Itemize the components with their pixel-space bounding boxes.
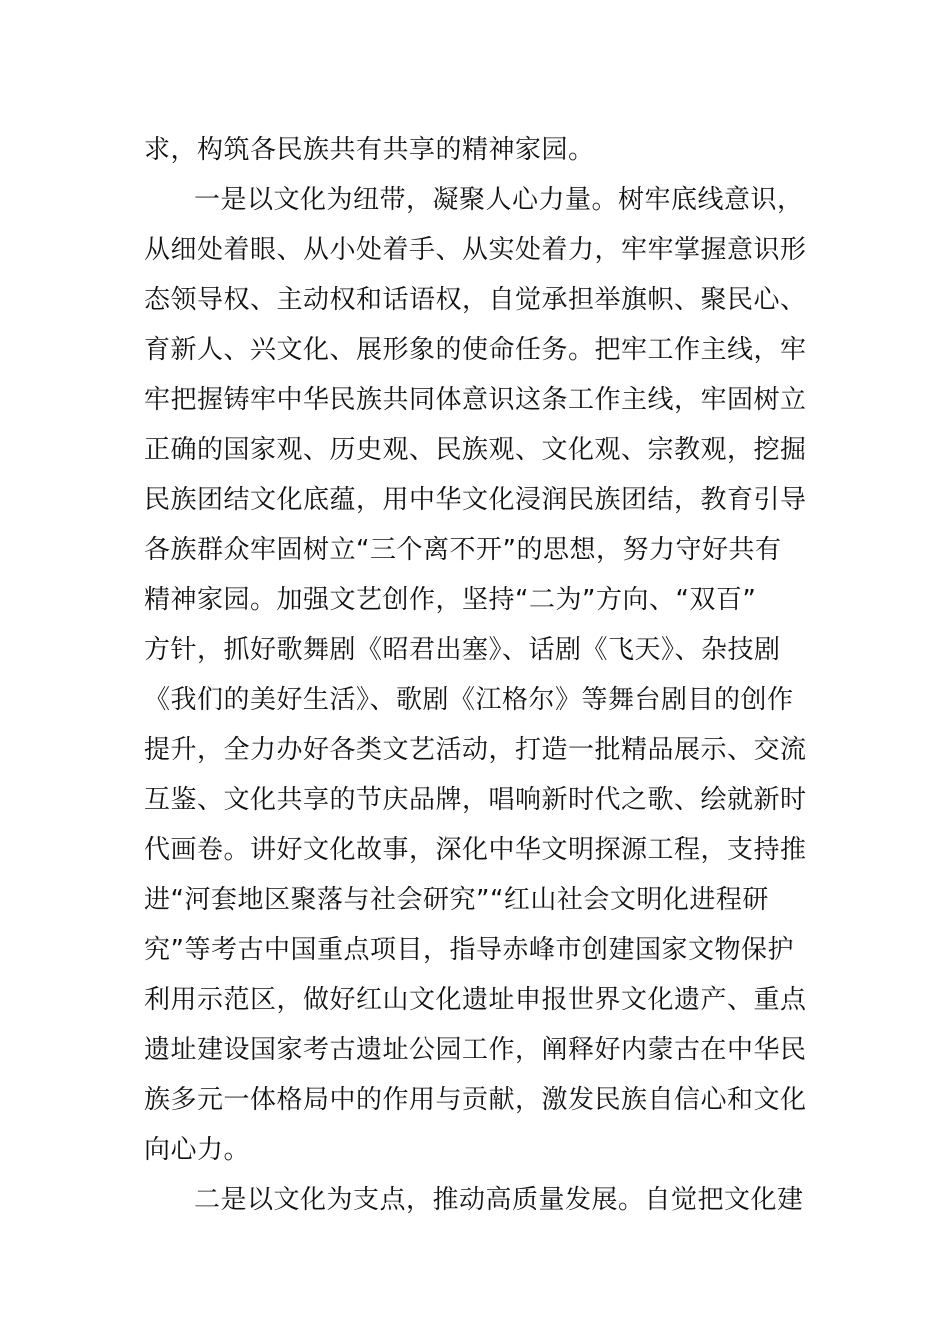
- text-line: 牢把握铸牢中华民族共同体意识这条工作主线，牢固树立: [144, 385, 807, 415]
- text-line: 精神家园。加强文艺创作，坚持“二为”方向、“双百”: [144, 585, 757, 615]
- paragraph-start-line: 二是以文化为支点，推动高质量发展。自觉把文化建: [194, 1185, 804, 1215]
- text-line: 民族团结文化底蕴，用中华文化浸润民族团结，教育引导: [144, 485, 807, 515]
- paragraph-start-line: 一是以文化为纽带，凝聚人心力量。树牢底线意识，: [194, 185, 804, 215]
- text-line: 求，构筑各民族共有共享的精神家园。: [144, 135, 595, 165]
- text-line: 向心力。: [144, 1135, 251, 1165]
- text-line: 遗址建设国家考古遗址公园工作，阐释好内蒙古在中华民: [144, 1035, 807, 1065]
- text-line: 代画卷。讲好文化故事，深化中华文明探源工程，支持推: [144, 835, 807, 865]
- text-line: 从细处着眼、从小处着手、从实处着力，牢牢掌握意识形: [144, 235, 807, 265]
- text-line: 态领导权、主动权和话语权，自觉承担举旗帜、聚民心、: [144, 285, 807, 315]
- text-line: 进“河套地区聚落与社会研究”“红山社会文明化进程研: [144, 885, 769, 915]
- text-line: 究”等考古中国重点项目，指导赤峰市创建国家文物保护: [144, 935, 794, 965]
- text-line: 方针，抓好歌舞剧《昭君出塞》、话剧《飞天》、杂技剧: [144, 635, 781, 665]
- text-line: 正确的国家观、历史观、民族观、文化观、宗教观，挖掘: [144, 435, 807, 465]
- text-line: 各族群众牢固树立“三个离不开”的思想，努力守好共有: [144, 535, 782, 565]
- text-line: 育新人、兴文化、展形象的使命任务。把牢工作主线，牢: [144, 335, 807, 365]
- text-line: 提升，全力办好各类文艺活动，打造一批精品展示、交流: [144, 735, 807, 765]
- text-line: 互鉴、文化共享的节庆品牌，唱响新时代之歌、绘就新时: [144, 785, 807, 815]
- text-line: 《我们的美好生活》、歌剧《江格尔》等舞台剧目的创作: [144, 685, 794, 715]
- body-text: [144, 125, 816, 1225]
- text-line: 族多元一体格局中的作用与贡献，激发民族自信心和文化: [144, 1085, 807, 1115]
- text-line: 利用示范区，做好红山文化遗址申报世界文化遗产、重点: [144, 985, 807, 1015]
